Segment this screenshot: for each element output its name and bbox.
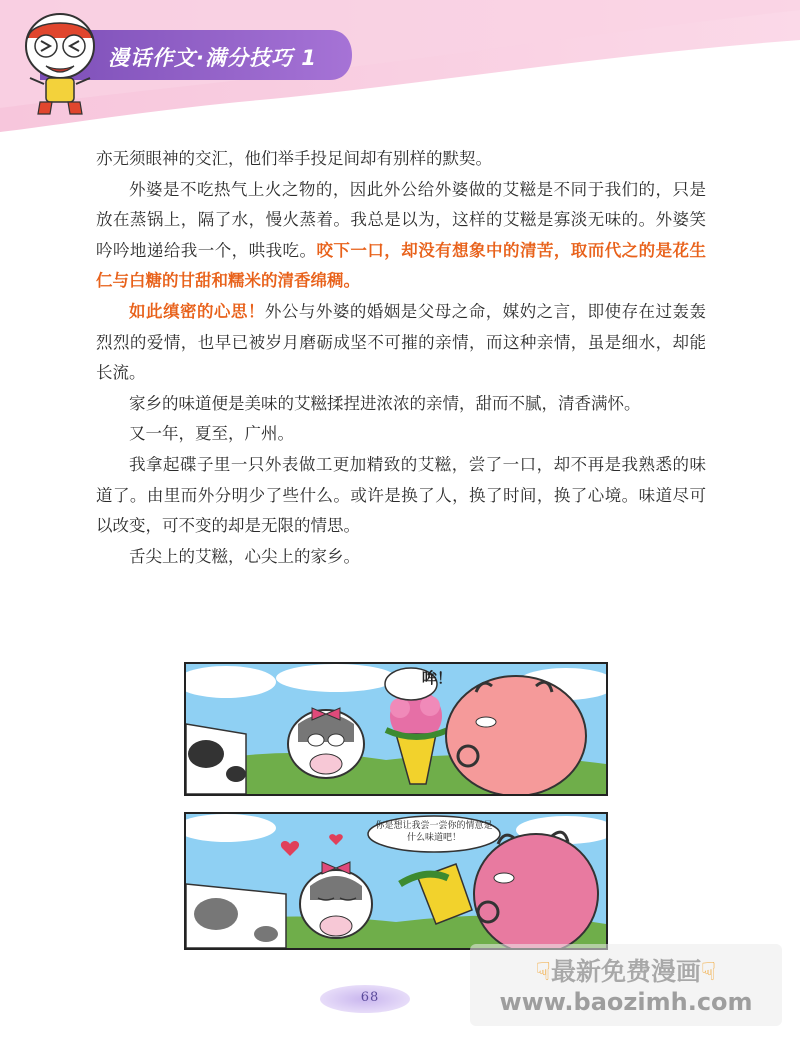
paragraph-4: 家乡的味道便是美味的艾糍揉捏进浓浓的亲情，甜而不腻，清香满怀。 bbox=[129, 393, 641, 413]
paragraph-3 bbox=[96, 297, 706, 389]
speech-bubble-1: 哞！ bbox=[422, 669, 453, 687]
watermark-line-1 bbox=[470, 952, 782, 988]
paragraph-3-highlight: 如此缜密的心思！ bbox=[129, 301, 265, 321]
page-number: 68 bbox=[360, 990, 380, 1005]
paragraph-1: 亦无须眼神的交汇，他们举手投足间却有别样的默契。 bbox=[96, 149, 492, 168]
pointing-hand-icon: ☟ bbox=[701, 957, 717, 986]
paragraph-2-highlight: 咬下一口，却没有想象中的清苦，取而代之的是花生仁与白糖的甘甜和糯米的清香绵稠。 bbox=[96, 240, 707, 291]
pointing-hand-icon: ☟ bbox=[535, 957, 551, 986]
paragraph-7: 舌尖上的艾糍，心尖上的家乡。 bbox=[129, 546, 360, 566]
watermark-line-1-text: 最新免费漫画 bbox=[550, 957, 701, 986]
paragraph-5: 又一年，夏至，广州。 bbox=[129, 424, 294, 444]
paragraph-2-text: 外婆是不吃热气上火之物的，因此外公给外婆做的艾糍是不同于我们的，只是放在蒸锅上，隔了水，慢火蒸着。我总是以为，这样的艾糍是寡淡无味的。外婆笑吟吟地递给我一个，哄我吃。 bbox=[96, 179, 706, 260]
watermark-line-2: www.baozimh.com bbox=[499, 988, 753, 1016]
paragraph-2 bbox=[96, 175, 706, 297]
comic-panel-1 bbox=[184, 662, 608, 796]
paragraph-3-text: 外公与外婆的婚姻是父母之命，媒妁之言，即使存在过轰轰烈烈的爱情，也早已被岁月磨砺成坚不可摧的亲情，而这种亲情，虽是细水，却能长流。 bbox=[96, 301, 707, 383]
speech-bubble-2: 你是想让我尝一尝你的情意是什么味道吧！ bbox=[375, 821, 493, 843]
comic-panel-2 bbox=[184, 812, 608, 950]
page-header bbox=[0, 0, 800, 140]
header-title: 漫话作文·满分技巧 1 bbox=[108, 46, 317, 70]
watermark bbox=[470, 944, 782, 1026]
article-body bbox=[96, 144, 706, 572]
paragraph-6: 我拿起碟子里一只外表做工更加精致的艾糍，尝了一口，却不再是我熟悉的味道了。由里而外分明少了些什么。或许是换了人，换了时间，换了心境。味道尽可以改变，可不变的却是无限的情思。 bbox=[96, 454, 706, 536]
comic-panel-1-art bbox=[186, 664, 606, 794]
mascot-boy-icon bbox=[10, 8, 110, 120]
